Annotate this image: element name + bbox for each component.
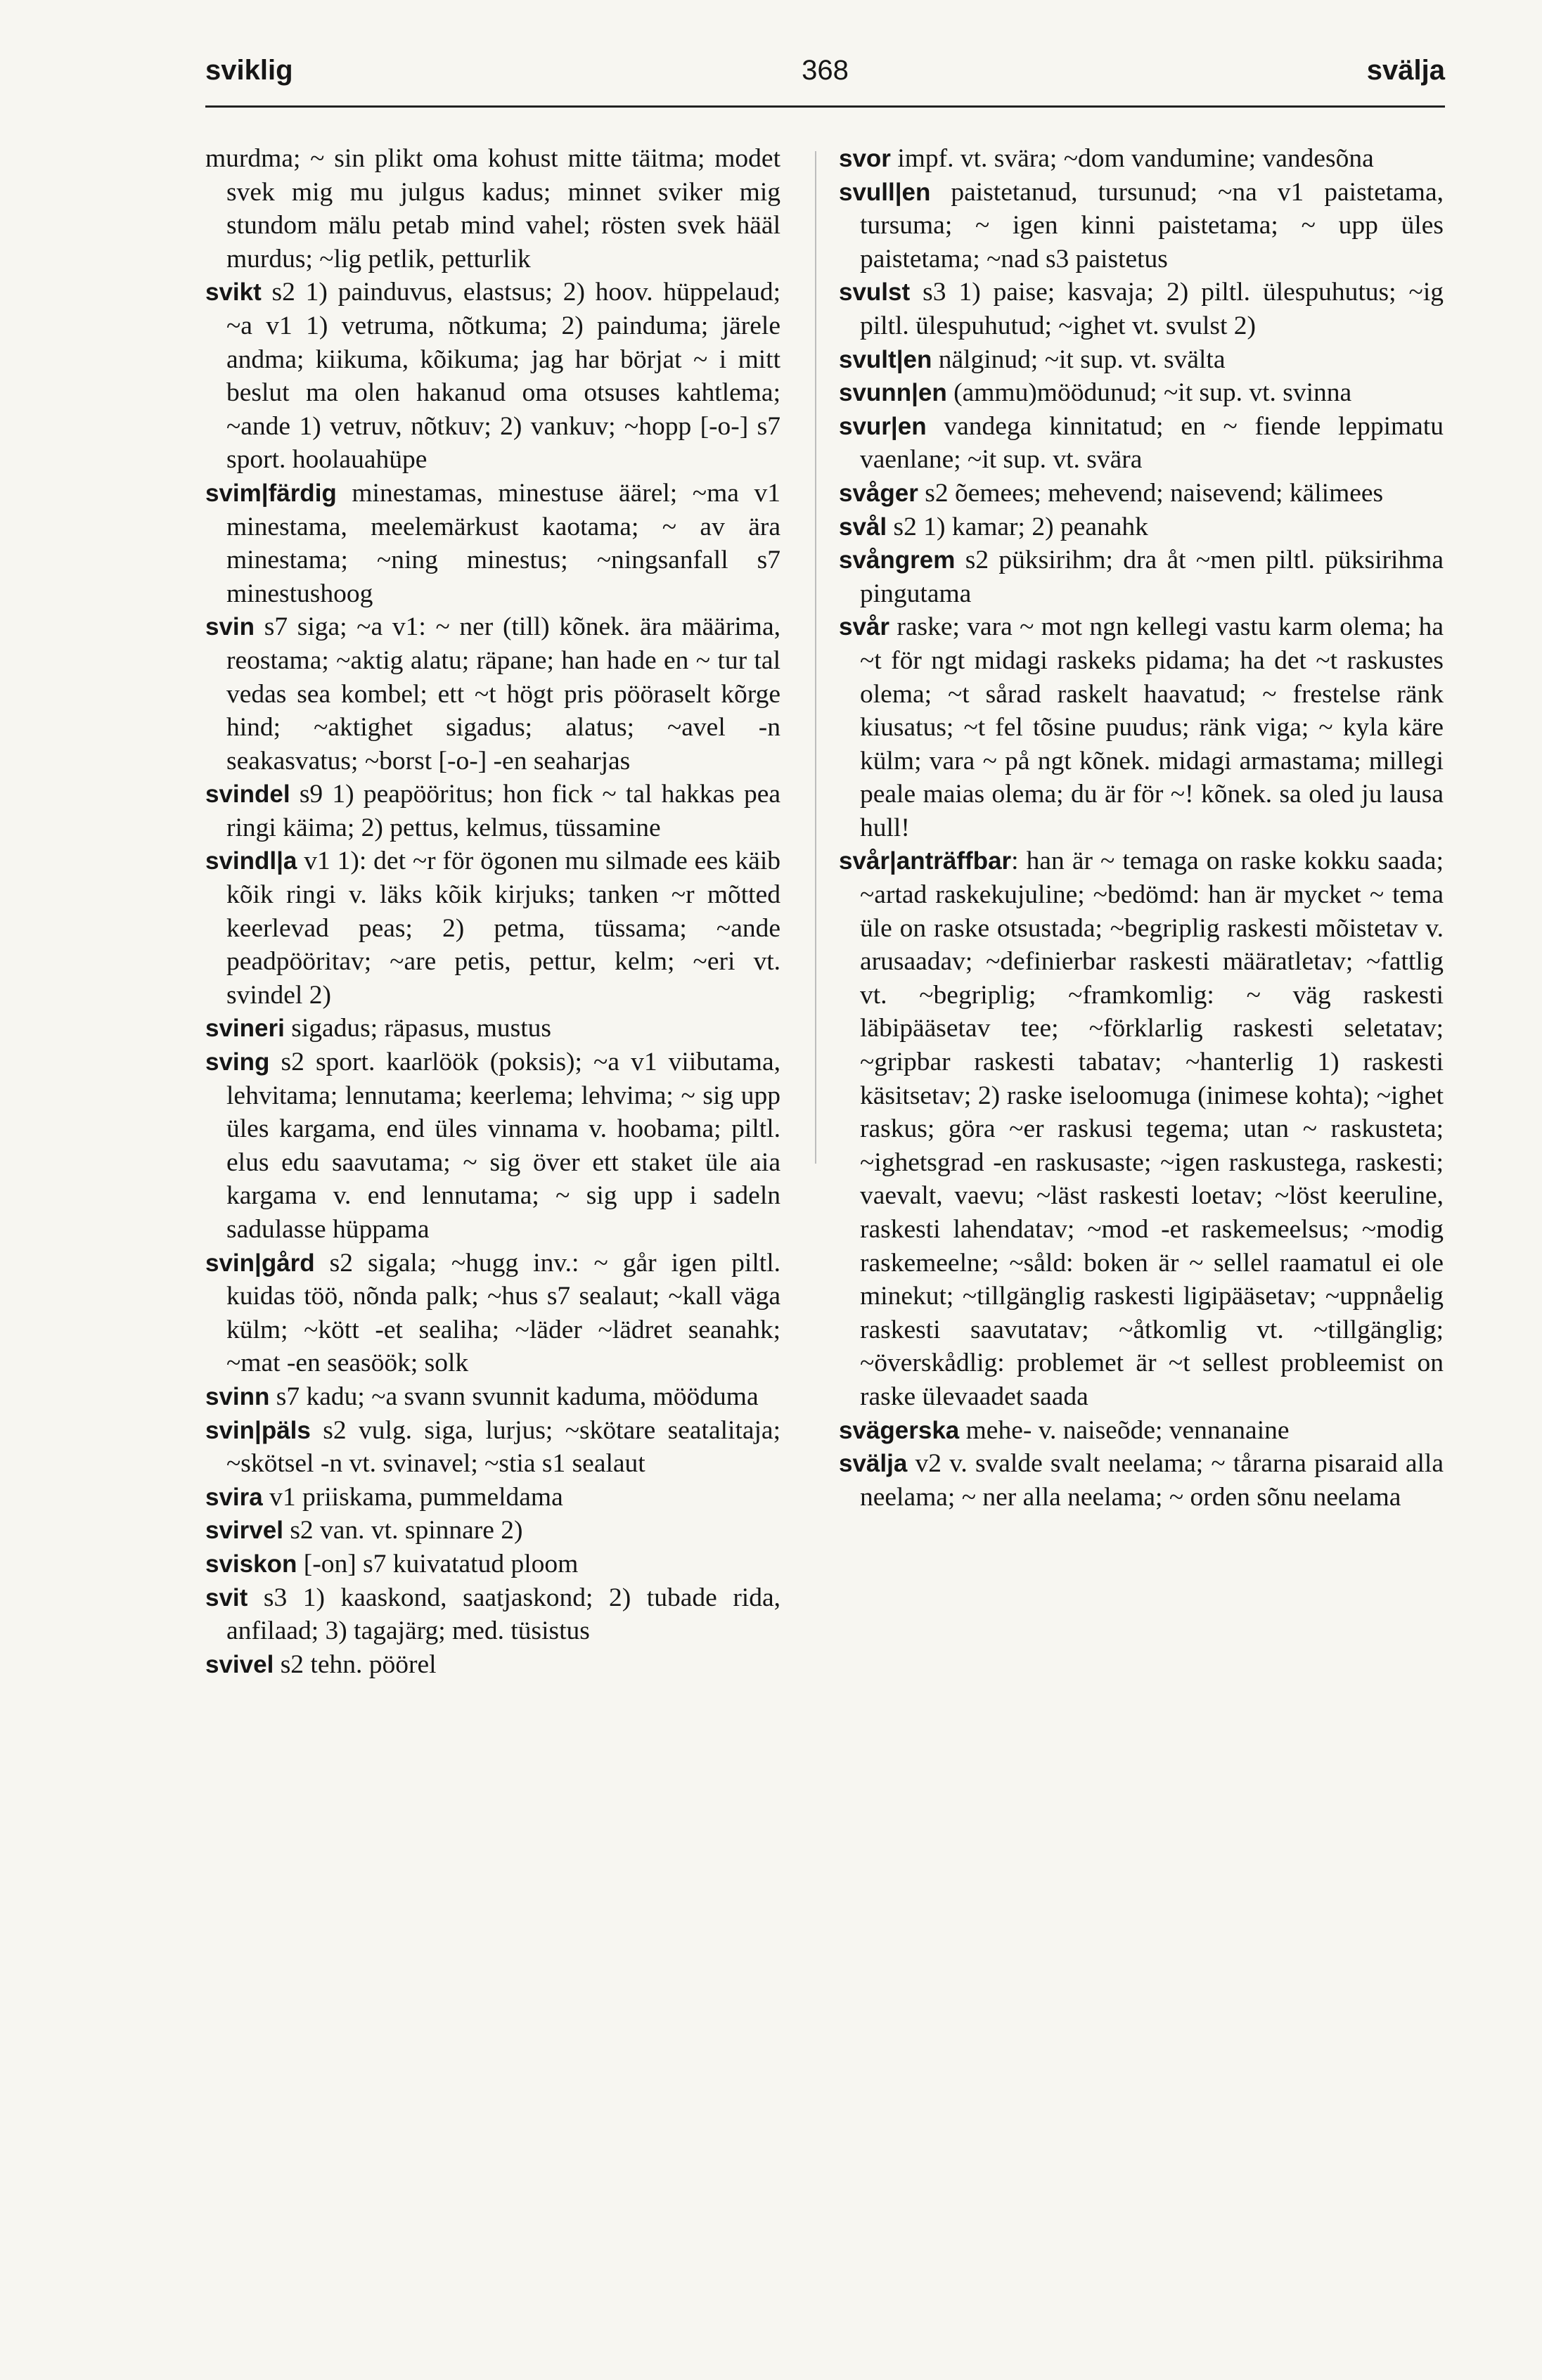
entry-definition: s2 1) painduvus, elastsus; 2) hoov. hüppelaud; ~a v1 1) vetruma, nõtkuma; 2) painduma; järele andma; kiikuma, kõikuma; jag har börjat ~ i mitt beslut ma olen hakanud oma otsuses kahtlema; ~ande 1) vetruv, nõtkuv; 2) vankuv; ~hopp [-o-] s7 sport. hoolauahüpe [226,278,780,475]
entry-definition: v1 priiskama, pummeldama [262,1482,563,1512]
entry-definition: [-on] s7 kuivatatud ploom [297,1549,579,1578]
entry-definition: murdma; ~ sin plikt oma kohust mitte täitma; modet svek mig mu julgus kadus; minnet sviker mig stundom mälu petab mind vahel; rösten svek hääl murdus; ~lig petlik, petturlik [205,144,780,274]
entry-definition: v1 1): det ~r för ögonen mu silmade ees käib kõik ringi v. läks kõik kirjuks; tanken ~r mõtted keerlevad peas; 2) petma, tüssama; ~ande peadpööritav; ~are petis, pettur, kelm; ~eri vt. svindel 2) [226,847,780,1010]
entry-definition: s2 1) kamar; 2) peanahk [887,512,1148,541]
dictionary-entry [839,343,1444,377]
dictionary-entry [205,1581,780,1648]
entry-headword: svulst [839,278,911,307]
dictionary-entry [205,142,780,276]
dictionary-entry [205,1247,780,1380]
dictionary-entry [839,276,1444,342]
entry-headword: sving [205,1048,270,1076]
entry-headword: svin|gård [205,1249,315,1277]
dictionary-entry [839,1414,1444,1448]
dictionary-entry [839,142,1444,176]
entry-headword: svindel [205,780,290,809]
entry-headword: svor [839,145,891,172]
dictionary-entry [205,276,780,477]
entry-definition: s9 1) peapööritus; hon fick ~ tal hakkas pea ringi käima; 2) pettus, kelmus, tüssamine [226,780,780,842]
left-column [205,142,780,1681]
dictionary-entry [839,844,1444,1413]
entry-definition: raske; vara ~ mot ngn kellegi vastu karm olema; ha ~t för ngt midagi raskeks pidama; ha det ~t raskustes olema; ~t sårad raskelt haavatud; ~ frestelse ränk kiusatus; ~t fel tõsine puudus; ränk viga; ~ kyla käre külm; vara ~ på ngt kõnek. midagi armastama; millegi peale maias olema; du är för ~! kõnek. sa oled ju lausa hull! [860,612,1444,842]
entry-headword: svål [839,513,887,541]
entry-definition: s2 sport. kaarlöök (poksis); ~a v1 viibutama, lehvitama; lennutama; keerlema; lehvima; ~ sig upp üles kargama, end üles vinnama v. hoobama; piltl. elus edu saavutama; ~ sig över ett staket üle aia kargama v. end lennutama; ~ sig upp i sadeln sadulasse hüppama [226,1048,780,1244]
dictionary-entry [839,477,1444,510]
dictionary-entry [205,477,780,610]
header-rule [205,105,1445,108]
dictionary-entry [839,510,1444,544]
entry-headword: svin|päls [205,1416,311,1444]
entry-headword: svur|en [839,412,927,440]
left-guideword: sviklig [205,55,293,86]
entry-definition: s3 1) kaaskond, saatjaskond; 2) tubade rida, anfilaad; 3) tagajärg; med. tüsistus [226,1583,780,1646]
entry-definition: s7 siga; ~a v1: ~ ner (till) kõnek. ära määrima, reostama; ~aktig alatu; räpane; han hade en ~ tur tal vedas sea kombel; ett ~t högt pris pööraselt kõrge hind; ~aktighet sigadus; alatus; ~avel -n seakasvatus; ~borst [-o-] -en seaharjas [226,612,780,776]
entry-headword: svin [205,613,255,641]
entry-headword: svåger [839,479,918,507]
entry-headword: svikt [205,278,262,307]
right-guideword: svälja [1366,55,1445,86]
dictionary-entry [205,1414,780,1481]
entry-headword: svivel [205,1650,274,1678]
entry-headword: svunn|en [839,379,947,407]
column-divider [815,151,816,1164]
dictionary-entry [839,376,1444,410]
dictionary-entry [205,778,780,844]
dictionary-entry [205,1648,780,1682]
dictionary-entry [839,610,1444,844]
entry-definition: s2 tehn. pöörel [274,1649,437,1679]
entry-headword: svångrem [839,546,956,574]
entry-headword: svindl|a [205,847,297,875]
entry-headword: svirvel [205,1517,283,1545]
entry-headword: svår [839,613,890,641]
dictionary-entry [205,844,780,1012]
dictionary-entry [205,1548,780,1581]
dictionary-entry [205,1012,780,1046]
dictionary-entry [205,1514,780,1548]
entry-definition: s2 van. vt. spinnare 2) [283,1516,523,1545]
dictionary-entry [839,1447,1444,1514]
dictionary-entry [839,176,1444,276]
entry-definition: mehe- v. naiseõde; vennanaine [959,1415,1290,1445]
entry-headword: svägerska [839,1416,960,1444]
entry-headword: svira [205,1483,263,1511]
entry-definition: : han är ~ temaga on raske kokku saada; ~artad raskekujuline; ~bedömd: han är mycket ~ tema üle on raske otsustada; ~begriplig raskesti mõistetav v. arusaadav; ~definierbar raskesti määratletav; ~fattlig vt. ~begriplig; ~framkomlig: ~ väg raskesti läbipääsetav tee; ~förklarlig raskesti seletatav; ~gripbar raskesti tabatav; ~hanterlig 1) raskesti käsitsetav; 2) raske iseloomuga (inimese kohta); ~ighet raskus; göra ~er raskusi tegema; utan ~ raskusteta; ~ighetsgrad -en raskusaste; ~igen raskustega, raskesti; vaevalt, vaevu; ~läst raskesti loetav; ~löst keeruline, raskesti lahendatav; ~mod -et raskemeelsus; ~modig raskemeelne; ~såld: boken är ~ sellel raamatul ei ole minekut; ~tillgänglig raskesti ligipääsetav; ~uppnåelig raskesti saavutatav; ~åtkomlig vt. ~tillgänglig; ~överskådlig: problemet är ~t sellest probleemist on raske ülevaadet saada [860,847,1444,1411]
entry-definition: s2 vulg. siga, lurjus; ~skötare seatalitaja; ~skötsel -n vt. svinavel; ~stia s1 sealaut [226,1415,780,1479]
page-header [205,55,1445,97]
entry-definition: vandega kinnitatud; en ~ fiende leppimatu vaenlane; ~it sup. vt. svära [860,411,1444,475]
entry-headword: svult|en [839,345,932,373]
dictionary-entry [839,410,1444,477]
entry-definition: s2 õemees; mehevend; naisevend; kälimees [918,478,1384,508]
right-column [839,142,1444,1514]
entry-headword: svull|en [839,178,931,206]
entry-definition: impf. vt. svära; ~dom vandumine; vandesõna [890,144,1374,173]
entry-definition: s2 püksirihm; dra åt ~men piltl. püksirihma pingutama [860,546,1444,608]
entry-headword: svår|anträffbar [839,847,1012,875]
entry-definition: s3 1) paise; kasvaja; 2) piltl. ülespuhutus; ~ig piltl. ülespuhutud; ~ighet vt. svulst 2) [860,278,1444,340]
entry-definition: s7 kadu; ~a svann svunnit kaduma, mööduma [269,1382,759,1411]
entry-definition: s2 sigala; ~hugg inv.: ~ går igen piltl. kuidas töö, nõnda palk; ~hus s7 sealaut; ~kall väga külm; ~kött -et sealiha; ~läder ~lädret seanahk; ~mat -en seasöök; solk [226,1248,780,1378]
page-number: 368 [802,55,849,86]
entry-definition: nälginud; ~it sup. vt. svälta [932,345,1226,374]
entry-headword: svinn [205,1382,270,1410]
entry-headword: svineri [205,1015,285,1043]
entry-definition: v2 v. svalde svalt neelama; ~ tårarna pisaraid alla neelama; ~ ner alla neelama; ~ orden sõnu neelama [860,1449,1444,1512]
entry-headword: svälja [839,1450,908,1478]
dictionary-entry [205,1481,780,1514]
dictionary-entry [205,1380,780,1414]
entry-definition: sigadus; räpasus, mustus [284,1014,552,1043]
dictionary-entry [205,610,780,778]
entry-headword: svit [205,1583,248,1612]
entry-headword: svim|färdig [205,479,337,507]
entry-definition: (ammu)möödunud; ~it sup. vt. svinna [946,378,1352,408]
entry-definition: minestamas, minestuse äärel; ~ma v1 minestama, meelemärkust kaotama; ~ av ära minestama; ~ning minestus; ~ningsanfall s7 minestushoog [226,478,780,608]
entry-headword: sviskon [205,1550,297,1578]
entry-definition: paistetanud, tursunud; ~na v1 paistetama, tursuma; ~ igen kinni paistetama; ~ upp üles paistetama; ~nad s3 paistetus [860,177,1444,274]
dictionary-entry [205,1046,780,1247]
dictionary-entry [839,543,1444,610]
